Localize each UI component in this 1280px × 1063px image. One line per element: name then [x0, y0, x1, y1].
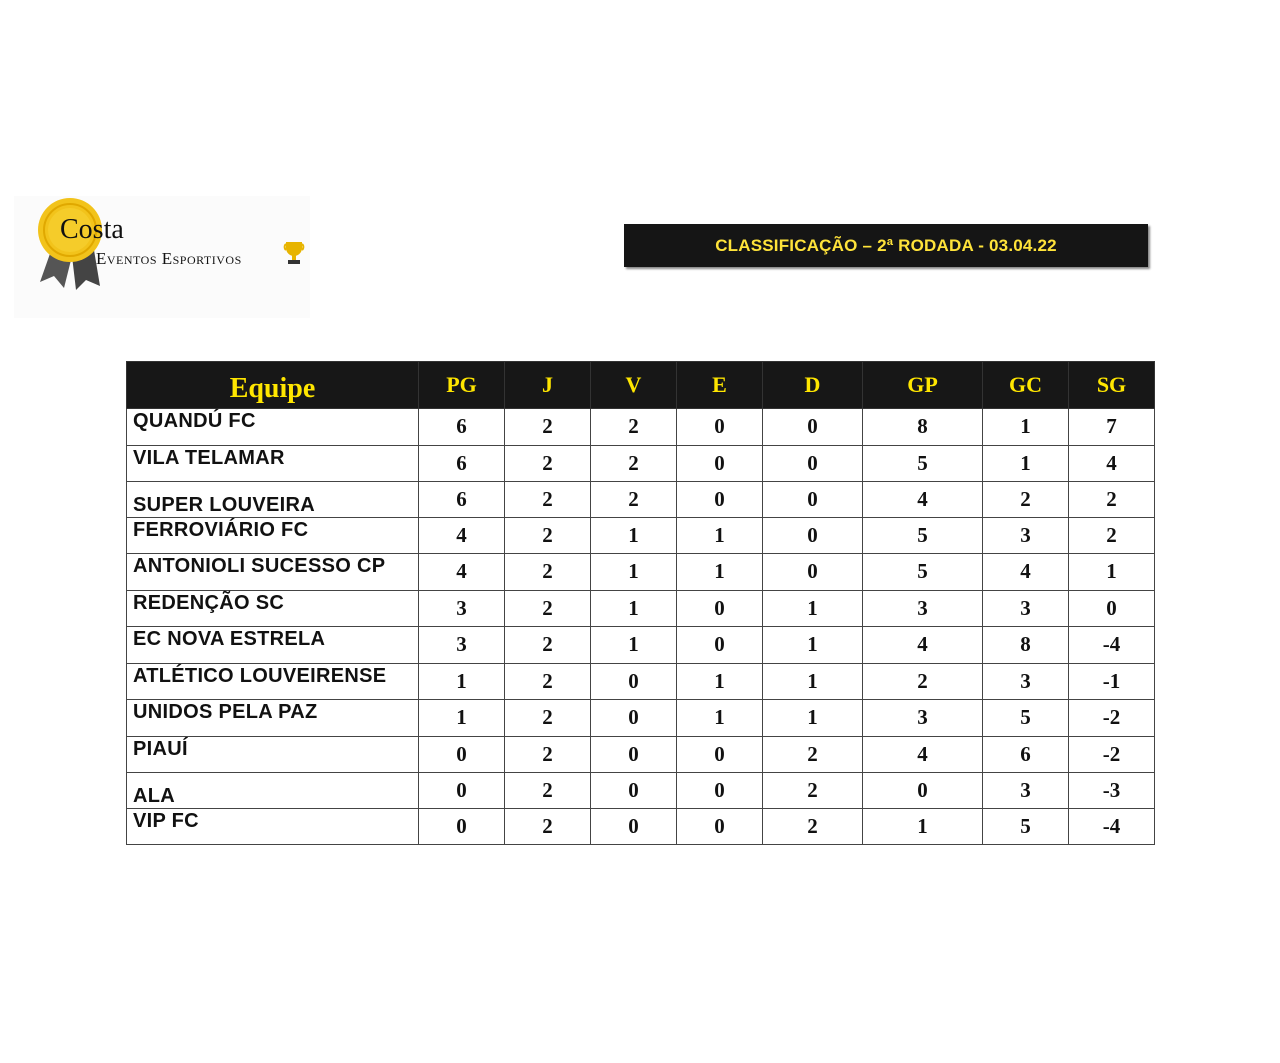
stat-cell-e: 0: [677, 409, 763, 446]
stat-cell-v: 1: [591, 554, 677, 591]
table-row: [127, 736, 1155, 773]
stat-cell-v: 0: [591, 736, 677, 773]
stat-cell-gc: 6: [983, 736, 1069, 773]
stat-cell-gc: 3: [983, 517, 1069, 554]
stat-cell-gc: 2: [983, 482, 1069, 518]
stat-cell-gp: 5: [863, 554, 983, 591]
stat-cell-j: 2: [505, 700, 591, 737]
team-name-cell: EC NOVA ESTRELA: [127, 627, 419, 664]
stat-cell-j: 2: [505, 517, 591, 554]
stat-cell-pg: 1: [419, 663, 505, 700]
team-name-cell: QUANDÚ FC: [127, 409, 419, 446]
stat-cell-pg: 6: [419, 409, 505, 446]
stat-cell-v: 0: [591, 773, 677, 809]
team-name-cell: FERROVIÁRIO FC: [127, 517, 419, 554]
stat-cell-gc: 1: [983, 409, 1069, 446]
stat-cell-pg: 3: [419, 590, 505, 627]
stat-cell-j: 2: [505, 663, 591, 700]
stat-cell-d: 0: [763, 445, 863, 482]
title-banner: [624, 224, 1148, 267]
stat-cell-j: 2: [505, 590, 591, 627]
stat-cell-pg: 1: [419, 700, 505, 737]
column-header-gc: GC: [983, 362, 1069, 409]
stat-cell-pg: 4: [419, 554, 505, 591]
stat-cell-gp: 4: [863, 482, 983, 518]
team-name-cell: VIP FC: [127, 808, 419, 845]
stat-cell-j: 2: [505, 445, 591, 482]
stat-cell-sg: 1: [1069, 554, 1155, 591]
table-header-row: [127, 362, 1155, 409]
column-header-equipe: Equipe: [127, 362, 419, 409]
trophy-icon: [285, 242, 304, 264]
stat-cell-gp: 0: [863, 773, 983, 809]
stat-cell-sg: -2: [1069, 700, 1155, 737]
stat-cell-d: 1: [763, 590, 863, 627]
stat-cell-j: 2: [505, 773, 591, 809]
table-row: [127, 663, 1155, 700]
stat-cell-pg: 0: [419, 808, 505, 845]
table-row: [127, 482, 1155, 518]
table-row: [127, 554, 1155, 591]
stat-cell-e: 0: [677, 482, 763, 518]
logo-line1: Costa: [60, 214, 124, 245]
stat-cell-j: 2: [505, 409, 591, 446]
stat-cell-d: 1: [763, 627, 863, 664]
stat-cell-e: 0: [677, 773, 763, 809]
column-header-sg: SG: [1069, 362, 1155, 409]
stat-cell-d: 2: [763, 773, 863, 809]
stat-cell-j: 2: [505, 482, 591, 518]
stat-cell-sg: -2: [1069, 736, 1155, 773]
stat-cell-pg: 3: [419, 627, 505, 664]
stat-cell-sg: 2: [1069, 517, 1155, 554]
table-row: [127, 409, 1155, 446]
table-row: [127, 445, 1155, 482]
stat-cell-pg: 0: [419, 736, 505, 773]
stat-cell-e: 0: [677, 627, 763, 664]
stat-cell-e: 0: [677, 736, 763, 773]
stat-cell-gc: 3: [983, 663, 1069, 700]
stat-cell-sg: -4: [1069, 627, 1155, 664]
stat-cell-e: 0: [677, 590, 763, 627]
stat-cell-d: 0: [763, 409, 863, 446]
stat-cell-gp: 2: [863, 663, 983, 700]
stat-cell-sg: 7: [1069, 409, 1155, 446]
stat-cell-e: 1: [677, 554, 763, 591]
stat-cell-d: 1: [763, 663, 863, 700]
table-row: [127, 700, 1155, 737]
stat-cell-gc: 1: [983, 445, 1069, 482]
stat-cell-gp: 5: [863, 445, 983, 482]
stat-cell-sg: -1: [1069, 663, 1155, 700]
stat-cell-pg: 0: [419, 773, 505, 809]
stat-cell-j: 2: [505, 736, 591, 773]
stat-cell-j: 2: [505, 554, 591, 591]
stat-cell-v: 0: [591, 808, 677, 845]
stat-cell-v: 0: [591, 663, 677, 700]
stat-cell-v: 2: [591, 445, 677, 482]
table-body: [127, 409, 1155, 845]
stat-cell-gc: 4: [983, 554, 1069, 591]
team-name-cell: UNIDOS PELA PAZ: [127, 700, 419, 737]
stat-cell-v: 2: [591, 482, 677, 518]
stat-cell-gp: 4: [863, 736, 983, 773]
stat-cell-d: 0: [763, 482, 863, 518]
stat-cell-sg: -4: [1069, 808, 1155, 845]
column-header-e: E: [677, 362, 763, 409]
stat-cell-sg: 2: [1069, 482, 1155, 518]
team-name-cell: ANTONIOLI SUCESSO CP: [127, 554, 419, 591]
stat-cell-sg: -3: [1069, 773, 1155, 809]
stat-cell-pg: 6: [419, 445, 505, 482]
column-header-d: D: [763, 362, 863, 409]
stat-cell-gp: 3: [863, 700, 983, 737]
table-row: [127, 773, 1155, 809]
table-row: [127, 627, 1155, 664]
column-header-v: V: [591, 362, 677, 409]
stat-cell-d: 2: [763, 736, 863, 773]
stat-cell-e: 0: [677, 445, 763, 482]
table-row: [127, 808, 1155, 845]
logo: [14, 196, 310, 318]
logo-line2: Eventos Esportivos: [96, 249, 242, 268]
stat-cell-v: 1: [591, 517, 677, 554]
column-header-pg: PG: [419, 362, 505, 409]
stat-cell-pg: 4: [419, 517, 505, 554]
team-name-cell: PIAUÍ: [127, 736, 419, 773]
stat-cell-gp: 5: [863, 517, 983, 554]
stat-cell-e: 1: [677, 700, 763, 737]
team-name-cell: REDENÇÃO SC: [127, 590, 419, 627]
stat-cell-gc: 5: [983, 700, 1069, 737]
stat-cell-j: 2: [505, 808, 591, 845]
column-header-gp: GP: [863, 362, 983, 409]
team-name-cell: VILA TELAMAR: [127, 445, 419, 482]
stat-cell-gp: 8: [863, 409, 983, 446]
stat-cell-d: 2: [763, 808, 863, 845]
stat-cell-gp: 4: [863, 627, 983, 664]
stat-cell-gc: 5: [983, 808, 1069, 845]
team-name-cell: ALA: [127, 773, 419, 809]
stat-cell-e: 1: [677, 517, 763, 554]
stat-cell-e: 1: [677, 663, 763, 700]
standings-table: [126, 361, 1155, 845]
stat-cell-e: 0: [677, 808, 763, 845]
stat-cell-v: 1: [591, 627, 677, 664]
stat-cell-d: 0: [763, 554, 863, 591]
stat-cell-sg: 4: [1069, 445, 1155, 482]
table-row: [127, 517, 1155, 554]
stat-cell-pg: 6: [419, 482, 505, 518]
stat-cell-gp: 1: [863, 808, 983, 845]
table-row: [127, 590, 1155, 627]
team-name-cell: ATLÉTICO LOUVEIRENSE: [127, 663, 419, 700]
stat-cell-sg: 0: [1069, 590, 1155, 627]
page-title: CLASSIFICAÇÃO – 2ª RODADA - 03.04.22: [715, 235, 1057, 255]
stat-cell-v: 1: [591, 590, 677, 627]
stat-cell-gc: 8: [983, 627, 1069, 664]
stat-cell-gc: 3: [983, 773, 1069, 809]
stat-cell-v: 0: [591, 700, 677, 737]
team-name-cell: SUPER LOUVEIRA: [127, 482, 419, 518]
stat-cell-j: 2: [505, 627, 591, 664]
stat-cell-d: 1: [763, 700, 863, 737]
stat-cell-d: 0: [763, 517, 863, 554]
stat-cell-v: 2: [591, 409, 677, 446]
stat-cell-gp: 3: [863, 590, 983, 627]
stat-cell-gc: 3: [983, 590, 1069, 627]
column-header-j: J: [505, 362, 591, 409]
